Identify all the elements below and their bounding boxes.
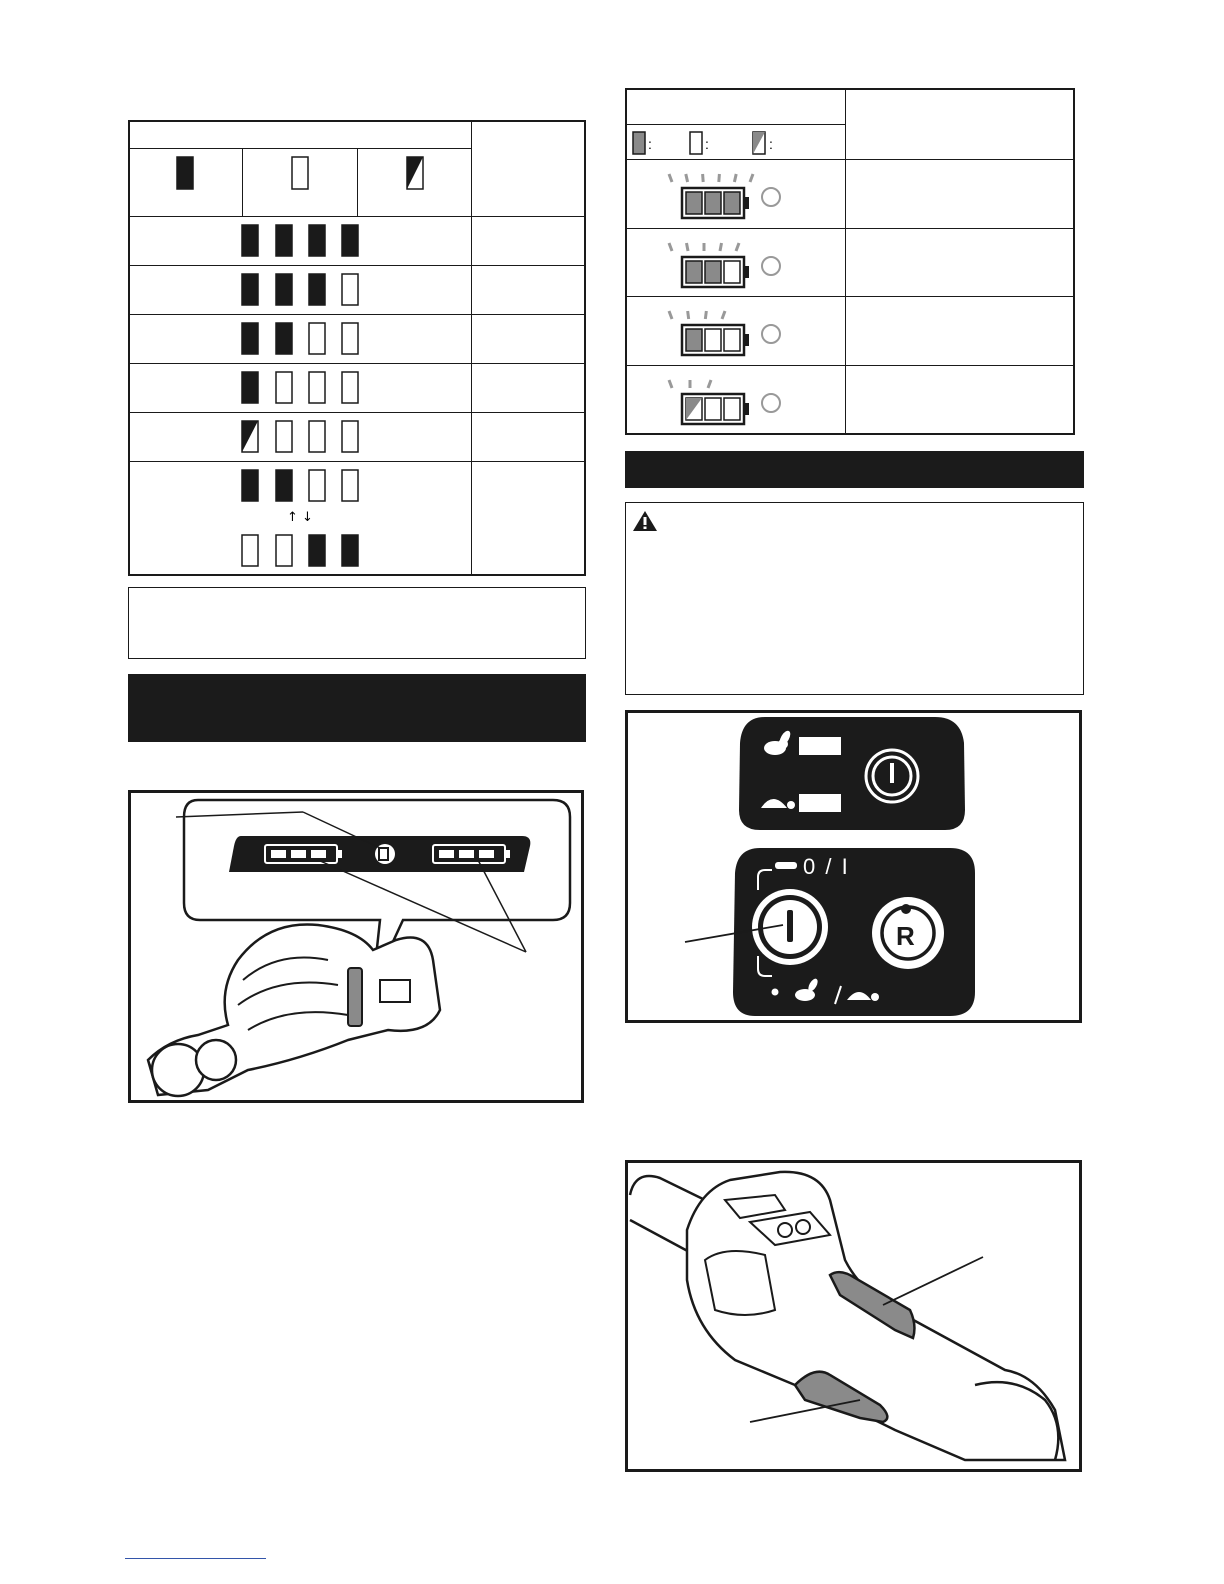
handle-illustration [625, 1160, 1082, 1472]
section-header-bar-right [625, 451, 1084, 488]
legend-colon-1: : [648, 136, 652, 152]
footer-link-line [125, 1558, 266, 1559]
legend-colon-3: : [769, 136, 773, 152]
control-panel-illustration [625, 710, 1082, 1023]
battery-gauge [669, 174, 780, 218]
legend-colon-2: : [705, 136, 709, 152]
battery-gauge [669, 311, 780, 355]
caution-box [625, 502, 1084, 695]
battery-gauge [669, 380, 780, 424]
warning-icon [632, 510, 658, 532]
alternating-arrows: ↑ ↓ [287, 510, 313, 525]
reverse-icon: R [896, 921, 915, 951]
switch-label: 0 / I [803, 854, 850, 879]
battery-gauge [669, 243, 780, 287]
